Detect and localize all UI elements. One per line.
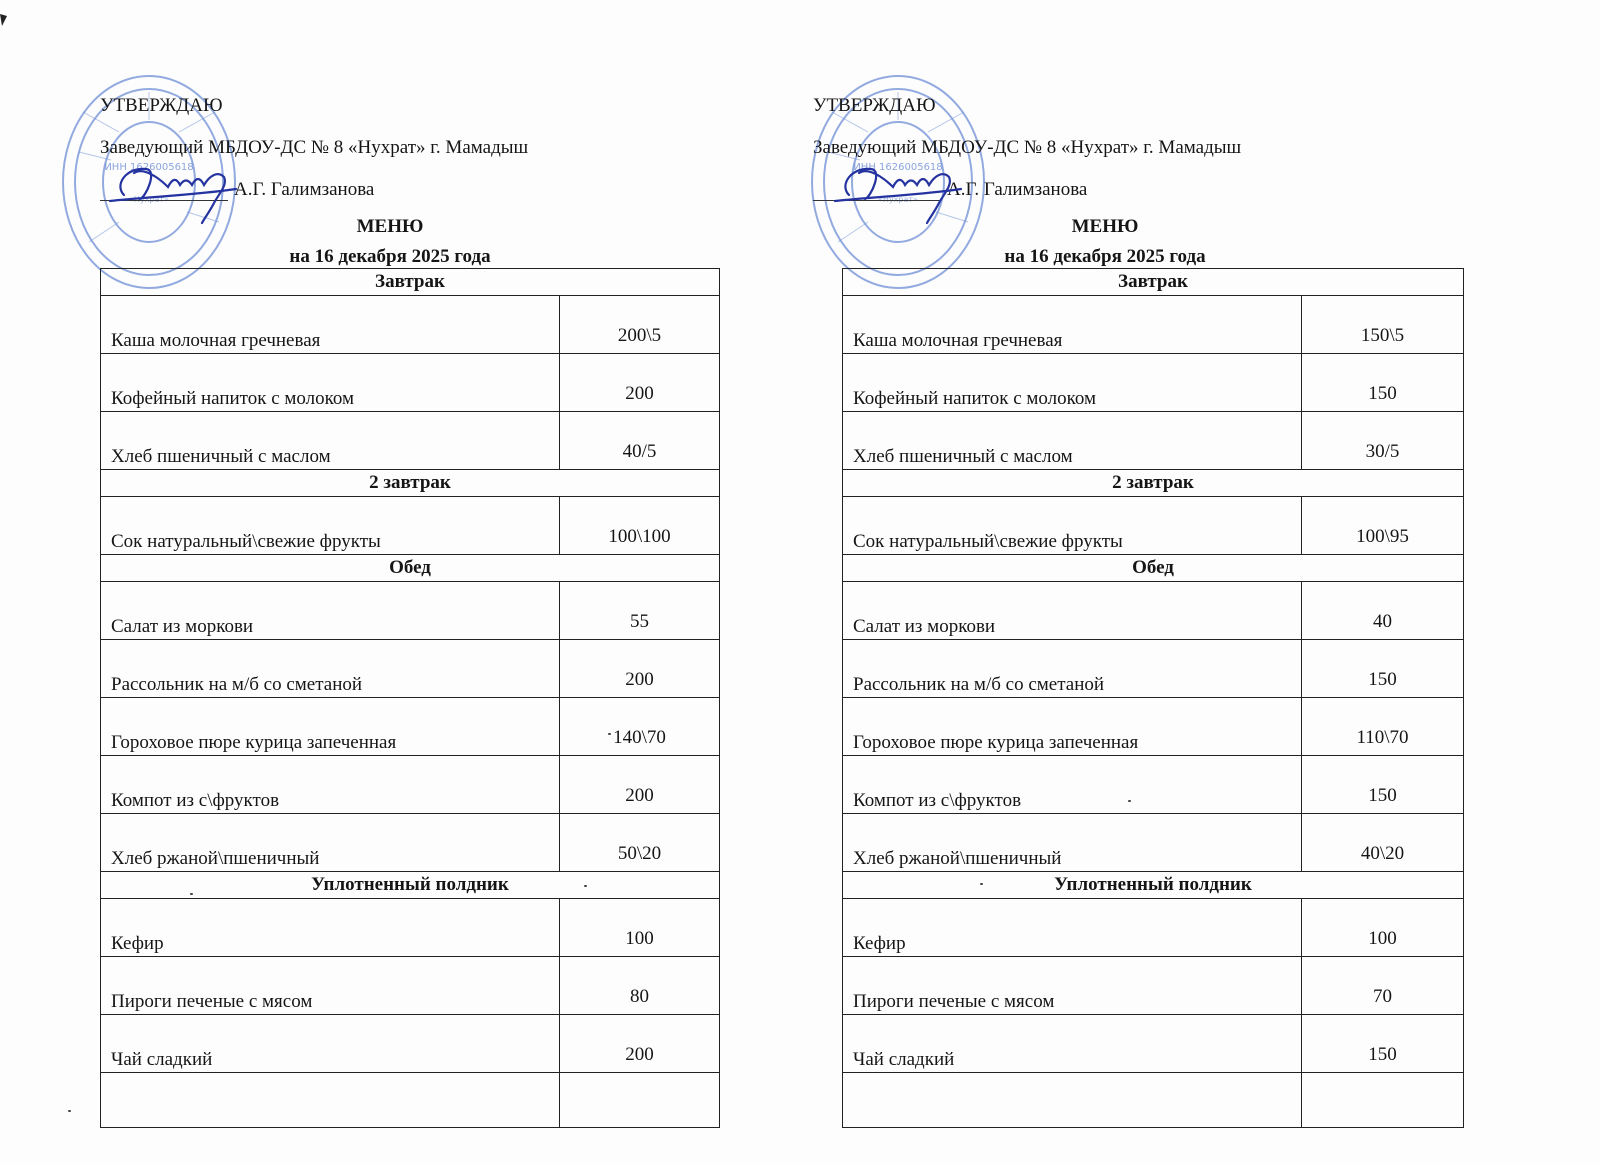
dish-name: Кефир xyxy=(101,899,560,957)
dish-name: Хлеб ржаной\пшеничный xyxy=(101,814,560,872)
menu-table xyxy=(100,268,720,1128)
dish-name: Кефир xyxy=(843,899,1302,957)
dish-name: Гороховое пюре курица запеченная xyxy=(843,698,1302,756)
section-second-breakfast: 2 завтрак xyxy=(101,470,720,497)
dish-portion: 80 xyxy=(560,957,720,1015)
section-breakfast: Завтрак xyxy=(101,269,720,296)
dish-portion: 40\20 xyxy=(1302,814,1464,872)
section-lunch: Обед xyxy=(101,555,720,582)
dish-portion: 100 xyxy=(1302,899,1464,957)
dish-portion: 150 xyxy=(1302,1015,1464,1073)
menu-sheet-left xyxy=(0,0,780,1164)
dish-portion: 100\100 xyxy=(560,497,720,555)
dish-portion: 55 xyxy=(560,582,720,640)
dish-name: Сок натуральный\свежие фрукты xyxy=(843,497,1302,555)
empty-row xyxy=(101,1073,720,1128)
section-lunch: Обед xyxy=(843,555,1464,582)
scan-speck xyxy=(68,1110,71,1112)
dish-portion: 40 xyxy=(1302,582,1464,640)
dish-portion: 150\5 xyxy=(1302,296,1464,354)
section-afternoon-snack: Уплотненный полдник xyxy=(843,872,1464,899)
table-row xyxy=(843,756,1464,814)
dish-name: Салат из моркови xyxy=(101,582,560,640)
dish-name: Гороховое пюре курица запеченная xyxy=(101,698,560,756)
table-row xyxy=(843,957,1464,1015)
dish-name: Каша молочная гречневая xyxy=(101,296,560,354)
menu-title xyxy=(240,212,540,272)
dish-portion: 150 xyxy=(1302,756,1464,814)
scan-speck xyxy=(190,893,193,895)
dish-portion: 200 xyxy=(560,354,720,412)
table-row xyxy=(101,412,720,470)
dish-name: Кофейный напиток с молоком xyxy=(843,354,1302,412)
dish-portion: 200 xyxy=(560,756,720,814)
menu-date: на 16 декабря 2025 года xyxy=(289,246,491,267)
dish-portion: 40/5 xyxy=(560,412,720,470)
table-row xyxy=(843,698,1464,756)
table-row xyxy=(843,640,1464,698)
dish-portion: 70 xyxy=(1302,957,1464,1015)
table-row xyxy=(101,354,720,412)
dish-name: Пироги печеные с мясом xyxy=(843,957,1302,1015)
dish-portion: 200 xyxy=(560,640,720,698)
dish-name: Чай сладкий xyxy=(843,1015,1302,1073)
table-row xyxy=(101,582,720,640)
handwritten-signature xyxy=(831,155,971,225)
approve-label: УТВЕРЖДАЮ xyxy=(100,95,223,116)
dish-portion: 50\20 xyxy=(560,814,720,872)
dish-name: Салат из моркови xyxy=(843,582,1302,640)
menu-date: на 16 декабря 2025 года xyxy=(1004,246,1206,267)
dish-portion: 30/5 xyxy=(1302,412,1464,470)
table-row xyxy=(101,899,720,957)
approver-position: Заведующий МБДОУ-ДС № 8 «Нухрат» г. Мамадыш xyxy=(100,137,529,158)
menu-heading: МЕНЮ xyxy=(1071,216,1139,237)
svg-text:«Нухрат»: «Нухрат» xyxy=(878,195,918,204)
empty-row xyxy=(843,1073,1464,1128)
table-row xyxy=(843,582,1464,640)
table-row xyxy=(101,814,720,872)
dish-portion: 110\70 xyxy=(1302,698,1464,756)
svg-text:«Нухрат»: «Нухрат» xyxy=(129,195,169,204)
menu-table xyxy=(842,268,1464,1128)
table-row xyxy=(101,957,720,1015)
dish-portion: 100\95 xyxy=(1302,497,1464,555)
table-row xyxy=(101,756,720,814)
approver-position: Заведующий МБДОУ-ДС № 8 «Нухрат» г. Мамадыш xyxy=(813,137,1242,158)
dish-portion: 140\70 xyxy=(560,698,720,756)
dish-portion: 150 xyxy=(1302,354,1464,412)
section-second-breakfast: 2 завтрак xyxy=(843,470,1464,497)
scan-speck xyxy=(980,883,983,885)
approve-label: УТВЕРЖДАЮ xyxy=(813,95,936,116)
dish-name: Компот из с\фруктов xyxy=(843,756,1302,814)
dish-portion: 200\5 xyxy=(560,296,720,354)
dish-portion: 200 xyxy=(560,1015,720,1073)
dish-name: Хлеб пшеничный с маслом xyxy=(101,412,560,470)
dish-name: Каша молочная гречневая xyxy=(843,296,1302,354)
menu-sheet-right xyxy=(735,0,1515,1164)
table-row xyxy=(843,412,1464,470)
svg-text:ИНН 1626005618: ИНН 1626005618 xyxy=(104,162,194,173)
section-afternoon-snack: Уплотненный полдник xyxy=(101,872,720,899)
scan-speck xyxy=(1128,800,1131,802)
scan-speck xyxy=(584,885,587,887)
table-row xyxy=(101,698,720,756)
table-row xyxy=(101,1015,720,1073)
table-row xyxy=(843,497,1464,555)
table-row xyxy=(843,296,1464,354)
svg-text:ИНН 1626005618: ИНН 1626005618 xyxy=(853,162,943,173)
approver-name: А.Г. Галимзанова xyxy=(234,179,375,200)
dish-name: Компот из с\фруктов xyxy=(101,756,560,814)
approver-name: А.Г. Галимзанова xyxy=(947,179,1088,200)
dish-name: Хлеб ржаной\пшеничный xyxy=(843,814,1302,872)
dish-portion: 150 xyxy=(1302,640,1464,698)
dish-name: Кофейный напиток с молоком xyxy=(101,354,560,412)
menu-heading: МЕНЮ xyxy=(356,216,424,237)
table-row xyxy=(843,1015,1464,1073)
dish-name: Пироги печеные с мясом xyxy=(101,957,560,1015)
dish-name: Хлеб пшеничный с маслом xyxy=(843,412,1302,470)
table-row xyxy=(843,899,1464,957)
menu-title xyxy=(955,212,1255,272)
table-row xyxy=(101,640,720,698)
handwritten-signature xyxy=(106,155,246,225)
dish-name: Рассольник на м/б со сметаной xyxy=(101,640,560,698)
dish-name: Рассольник на м/б со сметаной xyxy=(843,640,1302,698)
table-row xyxy=(101,497,720,555)
dish-name: Чай сладкий xyxy=(101,1015,560,1073)
dish-portion: 100 xyxy=(560,899,720,957)
table-row xyxy=(843,354,1464,412)
table-row xyxy=(101,296,720,354)
table-row xyxy=(843,814,1464,872)
dish-name: Сок натуральный\свежие фрукты xyxy=(101,497,560,555)
section-breakfast: Завтрак xyxy=(843,269,1464,296)
scan-speck xyxy=(608,733,611,735)
